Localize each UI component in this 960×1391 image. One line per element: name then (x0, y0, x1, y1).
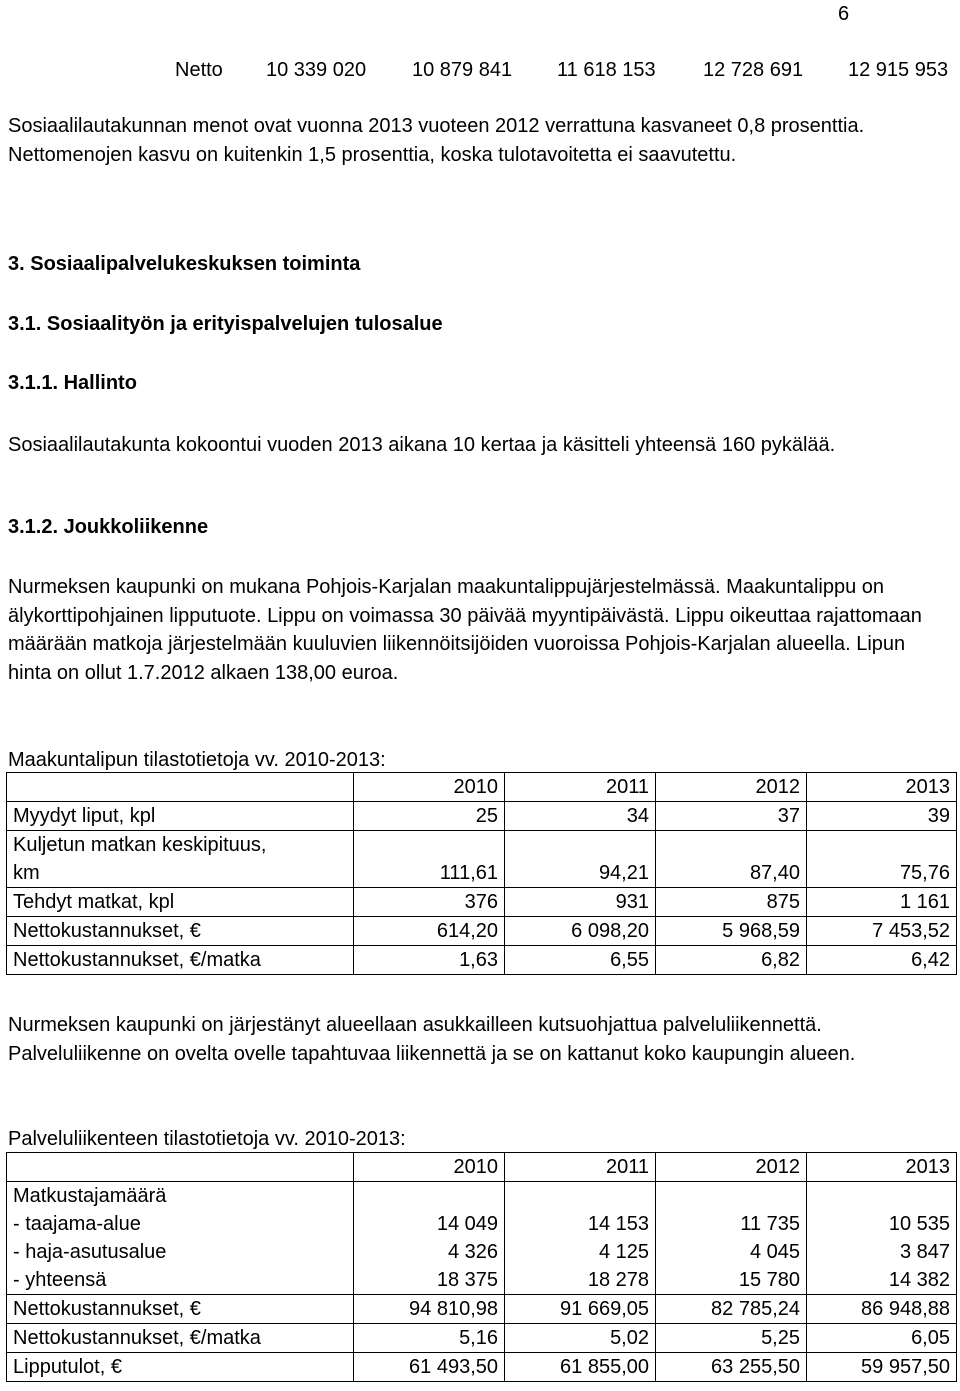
table-cell: 87,40 (656, 831, 807, 888)
table-cell (656, 1182, 807, 1295)
table-cell: 111,61 (354, 831, 505, 888)
cell-line: 18 375 (436, 1269, 498, 1291)
row-label (7, 1182, 354, 1295)
row-label: Nettokustannukset, € (7, 1295, 354, 1324)
row-label-line: km (13, 862, 40, 884)
table-row (7, 802, 957, 831)
table-cell: 39 (807, 802, 957, 831)
table-row (7, 946, 957, 975)
row-label: Myydyt liput, kpl (7, 802, 354, 831)
row-label-line: Kuljetun matkan keskipituus, (13, 834, 267, 856)
table-cell (354, 1182, 505, 1295)
table-row (7, 917, 957, 946)
table-cell (7, 773, 354, 802)
row-label: Nettokustannukset, €/matka (7, 946, 354, 975)
table-cell: 1 161 (807, 888, 957, 917)
table-row (7, 1353, 957, 1382)
table-cell: 25 (354, 802, 505, 831)
table-cell: 59 957,50 (807, 1353, 957, 1382)
sub-label: - yhteensä (13, 1269, 107, 1291)
section-heading: 3. Sosiaalipalvelukeskuksen toiminta (8, 253, 361, 275)
year-header: 2013 (807, 1153, 957, 1182)
table-cell: 6 098,20 (505, 917, 656, 946)
table-cell: 931 (505, 888, 656, 917)
netto-value: 10 879 841 (412, 59, 513, 81)
row-label: Lipputulot, € (7, 1353, 354, 1382)
cell-line: 4 125 (598, 1241, 649, 1263)
cell-line: 4 326 (447, 1241, 498, 1263)
table-cell: 614,20 (354, 917, 505, 946)
table-cell: 7 453,52 (807, 917, 957, 946)
table-row (7, 1182, 957, 1295)
year-header: 2010 (354, 1153, 505, 1182)
table-cell (7, 1153, 354, 1182)
subsubsection-heading-joukkoliikenne: 3.1.2. Joukkoliikenne (8, 516, 209, 538)
year-header: 2012 (656, 773, 807, 802)
table-row (7, 1324, 957, 1353)
sub-label: - taajama-alue (13, 1213, 141, 1235)
cell-line: 3 847 (899, 1241, 950, 1263)
year-header: 2012 (656, 1153, 807, 1182)
table-cell: 5,16 (354, 1324, 505, 1353)
cell-line: 10 535 (888, 1213, 950, 1235)
table-cell (505, 1182, 656, 1295)
subsubsection-heading-hallinto: 3.1.1. Hallinto (8, 372, 137, 394)
maakuntalippu-table (6, 772, 957, 975)
table2-caption: Palveluliikenteen tilastotietoja vv. 2010-2013: (8, 1128, 406, 1150)
row-label: Nettokustannukset, €/matka (7, 1324, 354, 1353)
row-label (7, 831, 354, 888)
year-header: 2011 (505, 773, 656, 802)
table-cell: 61 855,00 (505, 1353, 656, 1382)
cell-line: 18 278 (587, 1269, 649, 1291)
cell-line: 15 780 (738, 1269, 800, 1291)
netto-value: 12 728 691 (703, 59, 804, 81)
netto-row (0, 56, 960, 84)
table-cell: 6,55 (505, 946, 656, 975)
joukkoliikenne-paragraph: Nurmeksen kaupunki on mukana Pohjois-Karjalan maakuntalippujärjestelmässä. Maakuntalippu on älykorttipohjainen lipputuote. Lippu on voimassa 30 päivää myyntipäivästä. Lippu oikeuttaa rajattomaan määrään matkoja järjestelmään kuuluvien liikennöitsijöiden vuoroissa Pohjois-Karjalan alueella. Lipun hinta on ollut 1.7.2012 alkaen 138,00 euroa. (8, 576, 922, 684)
table-cell: 63 255,50 (656, 1353, 807, 1382)
table-header-row (7, 773, 957, 802)
row-label: Tehdyt matkat, kpl (7, 888, 354, 917)
sub-label: - haja-asutusalue (13, 1241, 167, 1263)
table-cell: 75,76 (807, 831, 957, 888)
page-number: 6 (838, 3, 850, 25)
cell-line: 14 049 (436, 1213, 498, 1235)
table-cell: 61 493,50 (354, 1353, 505, 1382)
table-cell: 34 (505, 802, 656, 831)
table-header-row (7, 1153, 957, 1182)
cell-line: 14 382 (888, 1269, 950, 1291)
cell-line: 11 735 (740, 1213, 800, 1235)
table-cell: 6,82 (656, 946, 807, 975)
budget-paragraph: Sosiaalilautakunnan menot ovat vuonna 2013 vuoteen 2012 verrattuna kasvaneet 0,8 prosenttia. Nettomenojen kasvu on kuitenkin 1,5 prosenttia, koska tulotavoitetta ei saavutettu. (8, 115, 865, 166)
table-row (7, 831, 957, 888)
table-cell (807, 1182, 957, 1295)
netto-label: Netto (175, 59, 223, 81)
table-cell: 94,21 (505, 831, 656, 888)
table-cell: 94 810,98 (354, 1295, 505, 1324)
row-label: Nettokustannukset, € (7, 917, 354, 946)
netto-value: 11 618 153 (557, 59, 656, 81)
table-cell: 6,05 (807, 1324, 957, 1353)
year-header: 2011 (505, 1153, 656, 1182)
table-cell: 1,63 (354, 946, 505, 975)
table-cell: 91 669,05 (505, 1295, 656, 1324)
table-cell: 5,25 (656, 1324, 807, 1353)
netto-value: 10 339 020 (266, 59, 367, 81)
cell-line: 14 153 (587, 1213, 649, 1235)
cell-line: 4 045 (749, 1241, 800, 1263)
table-cell: 86 948,88 (807, 1295, 957, 1324)
table-cell: 6,42 (807, 946, 957, 975)
table1-caption: Maakuntalipun tilastotietoja vv. 2010-2013: (8, 749, 386, 771)
table-cell: 37 (656, 802, 807, 831)
hallinto-paragraph: Sosiaalilautakunta kokoontui vuoden 2013 aikana 10 kertaa ja käsitteli yhteensä 160 pykälää. (8, 434, 836, 456)
palveluliikenne-paragraph: Nurmeksen kaupunki on järjestänyt alueellaan asukkailleen kutsuohjattua palveluliikennettä. Palveluliikenne on ovelta ovelle tapahtuvaa liikennettä ja se on kattanut koko kaupungin alueen. (8, 1014, 856, 1065)
table-cell: 5 968,59 (656, 917, 807, 946)
table-row (7, 1295, 957, 1324)
subsection-heading: 3.1. Sosiaalityön ja erityispalvelujen tulosalue (8, 313, 443, 335)
year-header: 2010 (354, 773, 505, 802)
table-cell: 875 (656, 888, 807, 917)
table-cell: 376 (354, 888, 505, 917)
table-row (7, 888, 957, 917)
table-cell: 82 785,24 (656, 1295, 807, 1324)
table-cell: 5,02 (505, 1324, 656, 1353)
group-label: Matkustajamäärä (13, 1185, 167, 1207)
palveluliikenne-table (6, 1152, 957, 1382)
netto-value: 12 915 953 (848, 59, 949, 81)
year-header: 2013 (807, 773, 957, 802)
